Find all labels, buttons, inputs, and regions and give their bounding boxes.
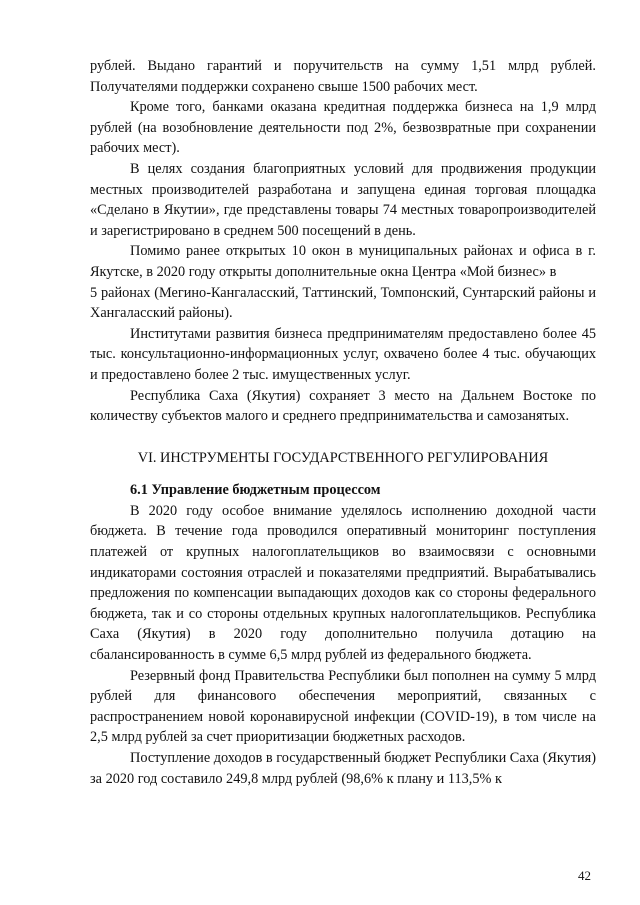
paragraph-trading-platform: В целях создания благоприятных условий для продвижения продукции местных производителей разработана и запущена единая торговая площадка «Сделано в Якутии», где представлены товары 74 местных товаропроизводителей и зарегистрировано в среднем 500 посещений в день. [90, 160, 596, 239]
paragraph-revenue-receipts: Поступление доходов в государственный бюджет Республики Саха (Якутия) за 2020 год составило 249,8 млрд рублей (98,6% к плану и 113,5% к [90, 750, 596, 787]
paragraph-credit-support: Кроме того, банками оказана кредитная поддержка бизнеса на 1,9 млрд рублей (на возобновление деятельности под 2%, безвозвратные при сохранении рабочих мест). [90, 99, 596, 157]
section-gap [90, 427, 596, 448]
section-title: VI. ИНСТРУМЕНТЫ ГОСУДАРСТВЕННОГО РЕГУЛИРОВАНИЯ [137, 449, 549, 466]
subsection-title: 6.1 Управление бюджетным процессом [130, 482, 381, 499]
paragraph-business-institutes: Институтами развития бизнеса предпринимателям предоставлено более 45 тыс. консультационно-информационных услуг, охвачено более 4 тыс. обучающих и предоставлено более 2 тыс. имущественных услуг. [90, 325, 596, 383]
paragraph-continuation: рублей. Выдано гарантий и поручительств на сумму 1,51 млрд рублей. Получателями поддержки сохранено свыше 1500 рабочих мест. [90, 58, 596, 95]
paragraph-business-windows: Помимо ранее открытых 10 окон в муниципальных районах и офиса в г. Якутске, в 2020 году открыты дополнительные окна Центра «Мой бизнес» в [90, 243, 596, 280]
page-number: 42 [578, 868, 591, 883]
paragraph-districts: 5 районах (Мегино-Кангаласский, Таттинский, Томпонский, Сунтарский районы и Хангаласский районы). [90, 284, 596, 322]
paragraph-reserve-fund: Резервный фонд Правительства Республики был пополнен на сумму 5 млрд рублей для финансового обеспечения мероприятий, связанных с распространением новой коронавирусной инфекции (COVID-19), в том числе на 2,5 млрд рублей за счет приоритизации бюджетных расходов. [90, 667, 596, 746]
document-page [90, 56, 596, 789]
title-gap [90, 468, 596, 480]
paragraph-far-east-rank: Республика Саха (Якутия) сохраняет 3 место на Дальнем Востоке по количеству субъектов малого и среднего предпринимательства и самозанятых. [90, 387, 596, 425]
paragraph-budget-revenue: В 2020 году особое внимание уделялось исполнению доходной части бюджета. В течение года проводился оперативный мониторинг поступления платежей от крупных налогоплательщиков во взаимосвязи с основными индикаторами состояния отраслей и показателями предприятий. Вырабатывались предложения по компенсации выпадающих доходов как со стороны федерального бюджета, так и со стороны отдельных крупных налогоплательщиков. Республика Саха (Якутия) в 2020 году дополнительно получила дотацию на сбалансированность в сумме 6,5 млрд рублей из федерального бюджета. [90, 502, 596, 664]
